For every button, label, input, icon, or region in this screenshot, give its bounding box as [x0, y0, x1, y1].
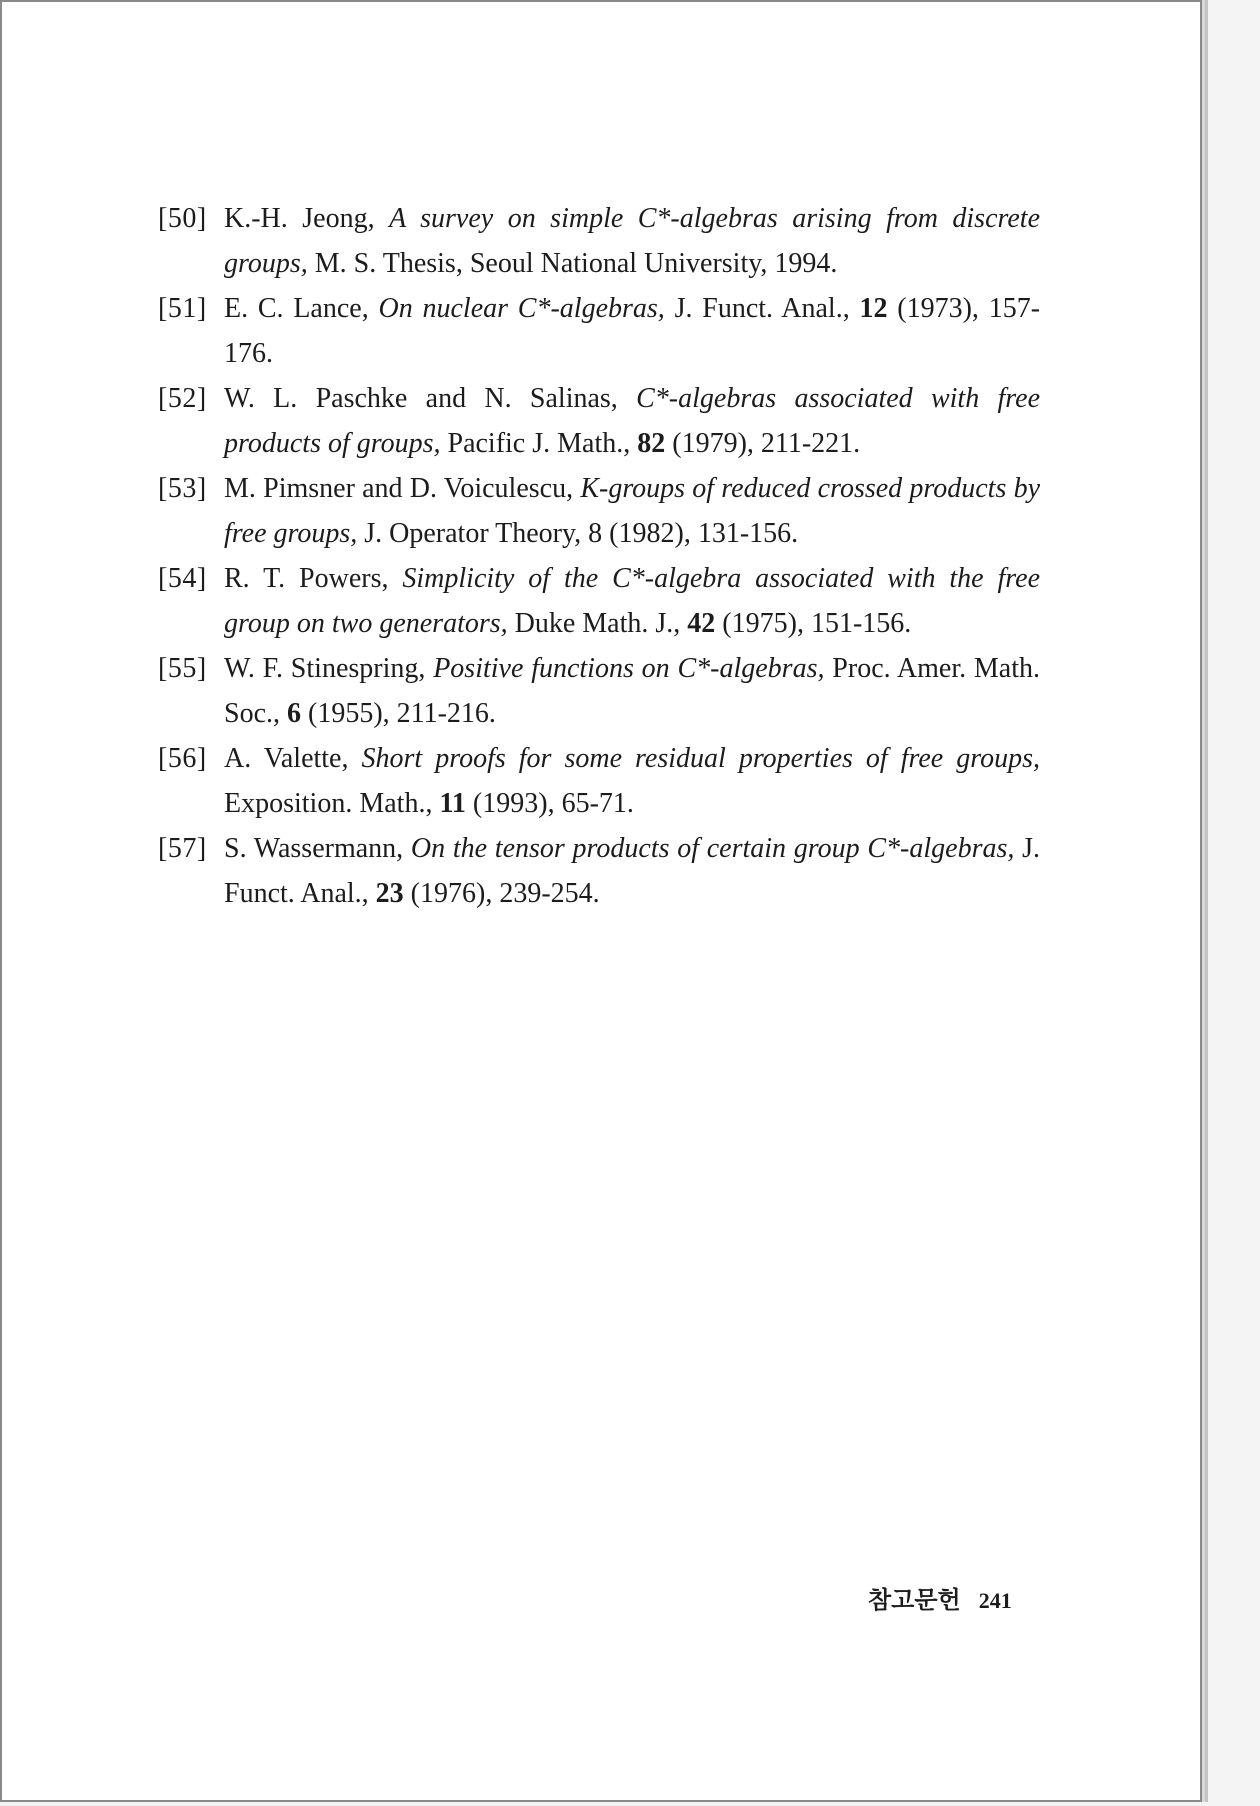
reference-authors: S. Wassermann,	[224, 833, 404, 864]
reference-title: C*-algebras associated with free products of groups,	[224, 383, 1040, 459]
reference-year-pages: (1979), 211-221.	[672, 428, 861, 459]
reference-number: [52]	[158, 383, 207, 414]
reference-list	[158, 196, 1040, 916]
page-number: 241	[978, 1588, 1012, 1613]
reference-title: Short proofs for some residual properties of free groups,	[361, 743, 1041, 774]
reference-year-pages: (1955), 211-216.	[308, 698, 496, 729]
reference-number: [57]	[158, 833, 207, 864]
reference-authors: E. C. Lance,	[224, 293, 369, 324]
reference-item	[158, 286, 1040, 376]
reference-source: J. Operator Theory, 8 (1982), 131-156.	[364, 518, 799, 549]
reference-volume: 6	[287, 698, 301, 729]
reference-year-pages: (1975), 151-156.	[722, 608, 912, 639]
reference-source: M. S. Thesis, Seoul National University, 1994.	[314, 248, 838, 279]
reference-number: [54]	[158, 563, 207, 594]
reference-source: Exposition. Math.,	[224, 788, 433, 819]
section-title: 참고문헌	[868, 1586, 961, 1614]
reference-title: Simplicity of the C*-algebra associated with the free group on two generators,	[224, 563, 1041, 639]
reference-number: [53]	[158, 473, 207, 504]
reference-title: On the tensor products of certain group C*-algebras,	[410, 833, 1015, 864]
reference-year-pages: (1976), 239-254.	[410, 878, 600, 909]
reference-authors: M. Pimsner and D. Voiculescu,	[224, 473, 574, 504]
reference-source: J. Funct. Anal.,	[674, 293, 850, 324]
reference-number: [55]	[158, 653, 207, 684]
reference-number: [51]	[158, 293, 207, 324]
reference-item	[158, 556, 1040, 646]
reference-year-pages: (1993), 65-71.	[472, 788, 634, 819]
reference-item	[158, 646, 1040, 736]
reference-source: Proc. Amer. Math. Soc.,	[224, 653, 1041, 729]
reference-title: Positive functions on C*-algebras,	[433, 653, 825, 684]
reference-authors: W. F. Stinespring,	[224, 653, 426, 684]
reference-title: A survey on simple C*-algebras arising from discrete groups,	[224, 203, 1040, 279]
page-footer	[868, 1580, 1012, 1615]
reference-volume: 23	[375, 878, 404, 909]
reference-source: J. Funct. Anal.,	[224, 833, 1041, 909]
reference-number: [56]	[158, 743, 207, 774]
reference-title: K-groups of reduced crossed products by free groups,	[224, 473, 1041, 549]
reference-authors: K.-H. Jeong,	[224, 203, 375, 234]
reference-title: On nuclear C*-algebras,	[378, 293, 665, 324]
reference-volume: 82	[637, 428, 666, 459]
reference-item	[158, 736, 1040, 826]
reference-authors: A. Valette,	[224, 743, 349, 774]
reference-year-pages: (1973), 157-176.	[224, 293, 1041, 369]
reference-source: Duke Math. J.,	[514, 608, 681, 639]
reference-number: [50]	[158, 203, 207, 234]
reference-authors: R. T. Powers,	[224, 563, 389, 594]
reference-source: Pacific J. Math.,	[447, 428, 631, 459]
reference-item	[158, 376, 1040, 466]
reference-volume: 42	[687, 608, 716, 639]
reference-item	[158, 466, 1040, 556]
reference-item	[158, 826, 1040, 916]
reference-authors: W. L. Paschke and N. Salinas,	[224, 383, 618, 414]
reference-volume: 11	[439, 788, 466, 819]
reference-item	[158, 196, 1040, 286]
reference-volume: 12	[859, 293, 888, 324]
